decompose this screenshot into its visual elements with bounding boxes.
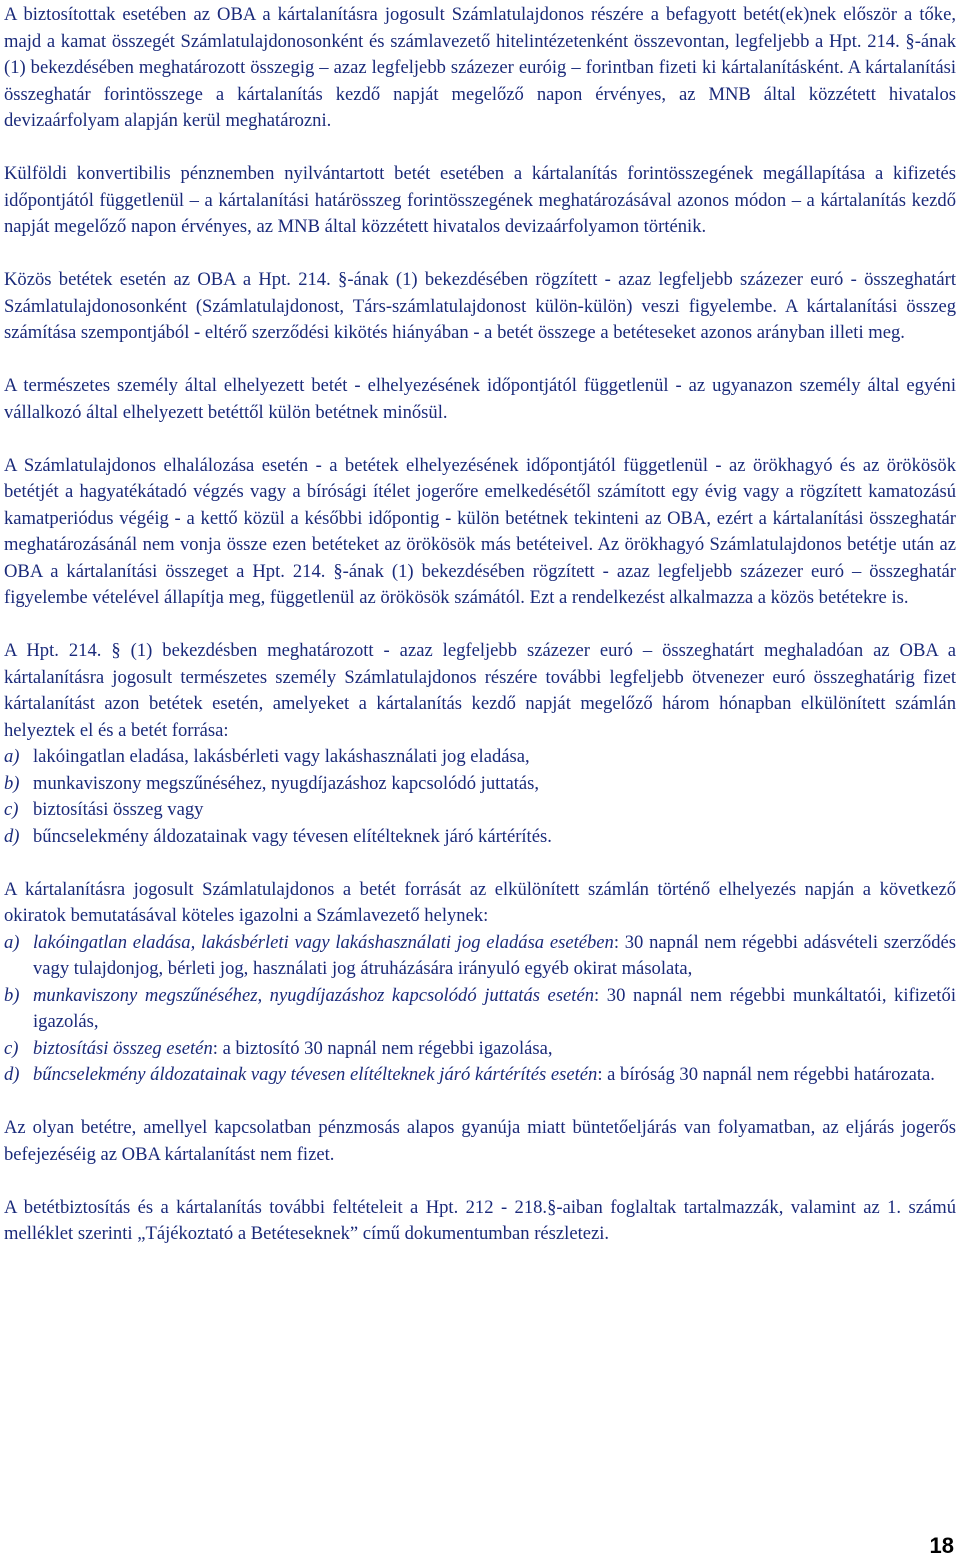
list-item-text: bűncselekmény áldozatainak vagy tévesen elítélteknek járó kártérítés. (33, 825, 552, 847)
paragraph-joint-deposits: Közös betétek esetén az OBA a Hpt. 214. §-ának (1) bekezdésében rögzített - azaz legfeljebb százezer euró - összeghatárt Számlatulajdonosonként (Számlatulajdonost, Társ-számlatulajdonost külön-külön) veszi figyelembe. A kártalanítási összeg számítása szempontjából - eltérő szerződési kikötés hiányában - a betét összege a betéteseket azonos arányban illeti meg. (4, 269, 956, 343)
list-item-text (33, 1036, 956, 1063)
list-item-rest: : a biztosító 30 napnál nem régebbi igazolása, (212, 1037, 553, 1059)
list-item-lead: biztosítási összeg esetén (33, 1037, 213, 1059)
list-item-text: munkaviszony megszűnéséhez, nyugdíjazáshoz kapcsolódó juttatás, (33, 772, 540, 794)
list-item (4, 771, 956, 798)
paragraph-proof-of-source: A kártalanításra jogosult Számlatulajdonos a betét forrását az elkülönített számlán történő elhelyezés napján a következő okiratok bemutatásával köteles igazolni a Számlavezető helynek: (4, 878, 956, 926)
source-list (4, 744, 956, 850)
list-item-label: c) (4, 799, 19, 820)
list-item-rest: : 30 napnál nem régebbi adásvételi szerződés vagy tulajdonjog, bérleti jog, használati jog átruházására irányuló egyéb okirat másolata, (33, 931, 956, 979)
paragraph-foreign-currency: Külföldi konvertibilis pénznemben nyilvántartott betét esetében a kártalanítás forintösszegének megállapítása a kifizetés időpontjától függetlenül – a kártalanítási határösszeg forintösszegének meghatározásával azonos módon – a kártalanítás kezdő napját megelőző napon érvényes, az MNB által közzétett hivatalos devizaárfolyamon történik. (4, 163, 956, 237)
paragraph-further-conditions: A betétbiztosítás és a kártalanítás további feltételeit a Hpt. 212 - 218.§-aiban foglaltak tartalmazzák, valamint az 1. számú melléklet szerinti „Tájékoztató a Betéteseknek” című dokumentumban részletezi. (4, 1196, 956, 1244)
list-item (4, 930, 956, 983)
list-item-text (33, 983, 956, 1036)
list-item (4, 983, 956, 1036)
list-item-text: biztosítási összeg vagy (33, 799, 204, 820)
list-item-text (33, 1062, 956, 1089)
list-item-label: a) (4, 931, 20, 953)
list-item-text: lakóingatlan eladása, lakásbérleti vagy lakáshasználati jog eladása, (33, 746, 530, 767)
list-item-label: d) (4, 1064, 20, 1085)
list-item-label: b) (4, 984, 20, 1006)
page-number: 18 (929, 1533, 954, 1558)
paragraph-deceased-holder: A Számlatulajdonos elhalálozása esetén - a betétek elhelyezésének időpontjától függetlenül - az örökhagyó és az örökösök betétjét a hagyatékátadó végzés vagy a bírósági ítélet jogerőre emelkedésétől számított egy évig vagy a rögzített kamatozású kamatperiódus végéig - a kettő közül a későbbi időpontig - külön betétnek tekinteni az OBA, ezért a kártalanítási összeghatár meghatározásánál nem vonja össze ezen betéteket az örökösök más betéteivel. Az örökhagyó Számlatulajdonos betétje után az OBA a kártalanítási összeget a Hpt. 214. §-ának (1) bekezdésében rögzített - azaz legfeljebb százezer euró – összeghatár figyelembe vételével állapítja meg, függetlenül az örökösök számától. Ezt a rendelkezést alkalmazza a közös betétekre is. (4, 454, 956, 608)
list-item (4, 1036, 956, 1063)
list-item-rest: : a bíróság 30 napnál nem régebbi határozata. (597, 1064, 935, 1085)
list-item-label: d) (4, 825, 20, 847)
paragraph-insured-compensation: A biztosítottak esetében az OBA a kártalanításra jogosult Számlatulajdonos részére a befagyott betét(ek)nek először a tőke, majd a kamat összegét Számlatulajdonosonként és számlavezető hitelintézetenként összevontan, legfeljebb a Hpt. 214. §-ának (1) bekezdésében meghatározott összegig – azaz legfeljebb százezer euróig – forintban fizeti ki kártalanításként. A kártalanítási összeghatár forintösszege a kártalanítás kezdő napját megelőző napon érvényes, az MNB által közzétett hivatalos devizaárfolyam alapján kerül meghatározni. (4, 4, 956, 131)
list-item (4, 1062, 956, 1089)
list-item-lead: lakóingatlan eladása, lakásbérleti vagy lakáshasználati jog eladása esetében (33, 931, 614, 953)
list-item (4, 824, 956, 851)
list-item-lead: bűncselekmény áldozatainak vagy tévesen elítélteknek járó kártérítés esetén (33, 1064, 598, 1085)
list-item-lead: munkaviszony megszűnéséhez, nyugdíjazáshoz kapcsolódó juttatás esetén (33, 984, 595, 1006)
list-item (4, 797, 956, 824)
paragraph-natural-person: A természetes személy által elhelyezett betét - elhelyezésének időpontjától függetlenül - az ugyanazon személy által egyéni vállalkozó által elhelyezett betéttől külön betétnek minősül. (4, 375, 956, 423)
paragraph-additional-limit: A Hpt. 214. § (1) bekezdésben meghatározott - azaz legfeljebb százezer euró – összeghatárt meghaladóan az OBA a kártalanításra jogosult természetes személy Számlatulajdonos részére további legfeljebb ötvenezer euró összeghatárig fizet kártalanítást azon betétek esetén, amelyeket a kártalanítás kezdő napját megelőző három hónapban elkülönített számlán helyeztek el és a betét forrása: (4, 640, 956, 741)
document-list (4, 930, 956, 1089)
list-item-label: c) (4, 1037, 19, 1059)
list-item-label: b) (4, 772, 20, 794)
document-page (4, 2, 956, 1274)
list-item-label: a) (4, 746, 20, 767)
list-item (4, 744, 956, 771)
list-item-rest: : 30 napnál nem régebbi munkáltatói, kifizetői igazolás, (33, 984, 957, 1032)
list-item-text (33, 930, 956, 983)
paragraph-money-laundering: Az olyan betétre, amellyel kapcsolatban pénzmosás alapos gyanúja miatt büntetőeljárás van folyamatban, az eljárás jogerős befejezéséig az OBA kártalanítást nem fizet. (4, 1117, 956, 1165)
